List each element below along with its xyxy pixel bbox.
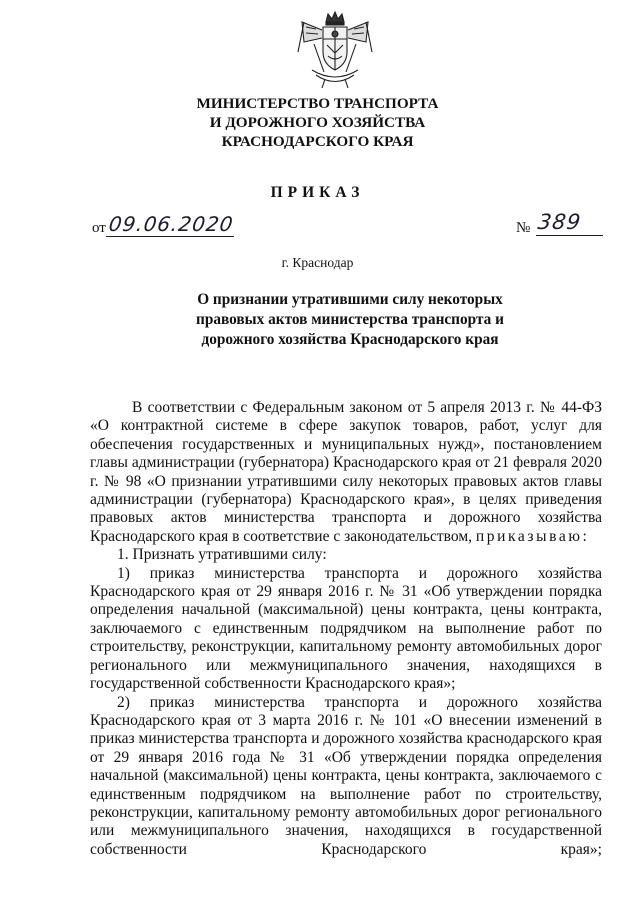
order-number — [516, 210, 606, 239]
list-item: 1) приказ министерства транспорта и дорожного хозяйства Краснодарского края от 29 января 2016 г. № 31 «Об утверждении порядка определения начальной (максимальной) цены контракта, цены контракта, заключаемого с единственным подрядчиком на выполнение работ по строительству, реконструкции, капитальному ремонту автомобильных дорог регионального или межмуниципального значения, находящихся в государственной собственности Краснодарского края»; — [90, 564, 602, 693]
intro-paragraph — [90, 399, 602, 546]
number-prefix: № — [516, 220, 531, 236]
date-prefix: от — [92, 220, 106, 236]
coat-of-arms-icon — [292, 8, 378, 92]
subject-line: О признании утратившими силу некоторых — [197, 291, 503, 308]
number-underline — [536, 235, 603, 236]
ministry-name — [0, 94, 635, 151]
point-1: 1. Признать утратившими силу: — [117, 546, 327, 564]
subject-line: правовых актов министерства транспорта и — [196, 311, 504, 328]
order-word: приказываю: — [475, 527, 590, 545]
subject-line: дорожного хозяйства Краснодарского края — [201, 331, 499, 348]
document-type-title: ПРИКАЗ — [270, 184, 365, 201]
ministry-line: КРАСНОДАРСКОГО КРАЯ — [221, 133, 414, 150]
document-body — [90, 399, 602, 859]
intro-text: В соответствии с Федеральным законом от 5 апреля 2013 г. № 44-ФЗ «О контрактной системе в сфере закупок товаров, работ, услуг для обеспечения государственных и муниципальных нужд», постановлением главы администрации (губернатора) Краснодарского края от 21 февраля 2020 г. № 98 «О признании утратившими силу некоторых правовых актов главы администрации (губернатора) Краснодарского края», в целях приведения правовых актов министерства транспорта и дорожного хозяйства Краснодарского края в соответствие с законодательством, — [90, 399, 602, 545]
number-value-handwritten: 389 — [536, 210, 583, 234]
list-item: 2) приказ министерства транспорта и дорожного хозяйства Краснодарского края от 3 марта 2016 г. № 101 «О внесении изменений в приказ министерства транспорта и дорожного хозяйства краснодарского края от 29 января 2016 года № 31 «Об утверждении порядка определения начальной (максимальной) цены контракта, цены контракта, заключаемого с единственным подрядчиком на выполнение работ по строительству, реконструкции, капитальному ремонту автомобильных дорог регионального или межмуниципального значения, находящихся в государственной собственности Краснодарского края»; — [90, 693, 602, 858]
date-value-handwritten: 09.06.2020 — [107, 212, 236, 236]
ministry-line: И ДОРОЖНОГО ХОЗЯЙСТВА — [209, 114, 426, 131]
document-subject — [0, 290, 635, 350]
date-underline — [106, 236, 234, 237]
city: г. Краснодар — [281, 255, 354, 270]
ministry-line: МИНИСТЕРСТВО ТРАНСПОРТА — [196, 95, 439, 112]
order-date — [92, 214, 235, 240]
